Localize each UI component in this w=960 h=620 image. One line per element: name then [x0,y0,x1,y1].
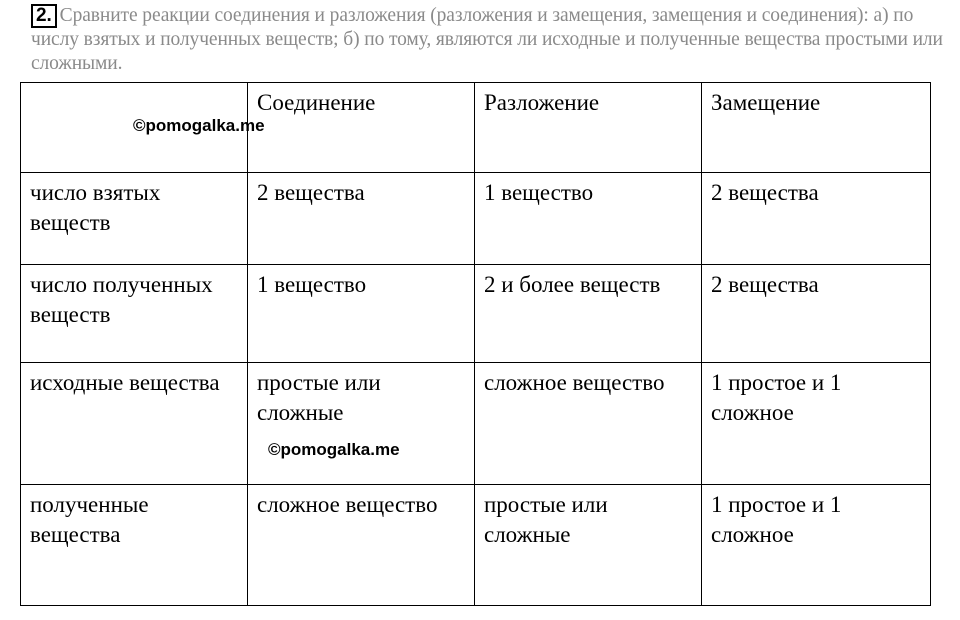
row-label: число полученных веществ [21,265,248,363]
column-header-combination: Соединение [248,83,475,173]
table-cell: 2 вещества [702,265,931,363]
table-cell: простые или сложные [475,485,702,606]
task-number-badge: 2. [31,4,57,28]
row-label: исходные вещества [21,363,248,485]
table-cell: 2 вещества [702,173,931,265]
table-cell: 1 вещество [248,265,475,363]
column-header-substitution: Замещение [702,83,931,173]
comparison-table [20,82,931,606]
watermark: ©pomogalka.me [268,440,400,459]
table-cell: 1 простое и 1 сложное [702,363,931,485]
watermark: ©pomogalka.me [133,116,265,135]
task-statement [31,4,946,76]
table-cell: 2 и более веществ [475,265,702,363]
table-cell: 2 вещества [248,173,475,265]
table-cell: сложное вещество [475,363,702,485]
row-label: число взятых веществ [21,173,248,265]
table-row [21,485,931,606]
table-cell: сложное вещество [248,485,475,606]
column-header-decomposition: Разложение [475,83,702,173]
table-row [21,173,931,265]
table-row [21,265,931,363]
row-label: полученные вещества [21,485,248,606]
table-cell: 1 вещество [475,173,702,265]
table-cell: простые или сложные [248,363,475,485]
table-row [21,363,931,485]
table-cell: 1 простое и 1 сложное [702,485,931,606]
task-text: Сравните реакции соединения и разложения (разложения и замещения, замещения и соединения): а) по числу взятых и полученных веществ; б) по тому, являются ли исходные и полученные вещества простыми или сложными. [31,5,943,74]
